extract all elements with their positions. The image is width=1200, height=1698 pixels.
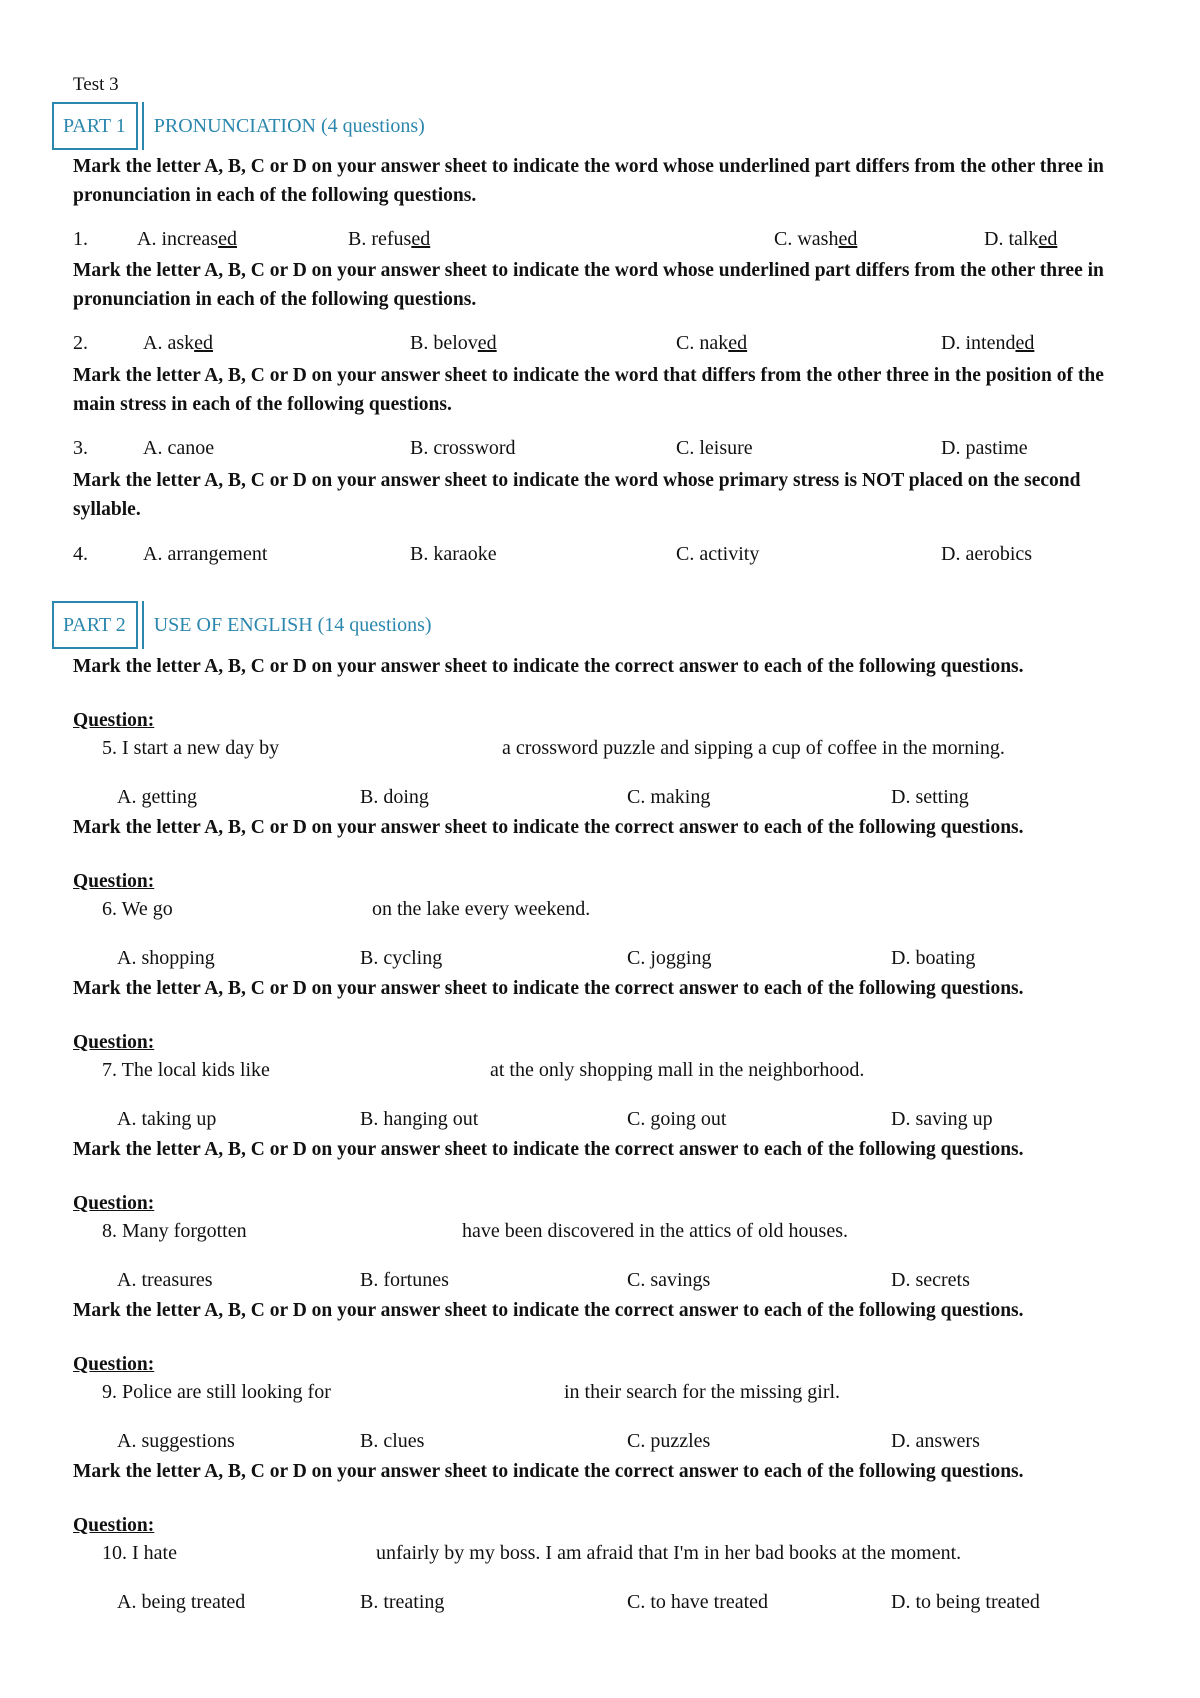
q1-number: 1. bbox=[73, 228, 88, 250]
q4-option-c: C. activity bbox=[676, 543, 760, 565]
q9-option-c: C. puzzles bbox=[627, 1430, 711, 1452]
q3-option-b: B. crossword bbox=[410, 437, 516, 459]
part2-header bbox=[52, 600, 432, 650]
q1-option-b: B. refused bbox=[348, 228, 431, 250]
q10-instruction: Mark the letter A, B, C or D on your answer sheet to indicate the correct answer to each of the following questions. bbox=[73, 1461, 1024, 1482]
q7-option-a: A. taking up bbox=[117, 1108, 217, 1130]
q10-options bbox=[73, 1591, 1153, 1621]
q1-instruction: Mark the letter A, B, C or D on your answer sheet to indicate the word whose underlined part differs from the other three in pronunciation in each of the following questions. bbox=[73, 156, 1104, 206]
q4-option-d: D. aerobics bbox=[941, 543, 1033, 565]
q6-instruction: Mark the letter A, B, C or D on your answer sheet to indicate the correct answer to each of the following questions. bbox=[73, 817, 1024, 838]
q9-question-label: Question: bbox=[73, 1354, 155, 1375]
q4-options bbox=[73, 543, 1153, 573]
q1-option-a: A. increased bbox=[137, 228, 237, 250]
q5-options bbox=[73, 786, 1153, 816]
test-title: Test 3 bbox=[73, 74, 119, 95]
q2-options bbox=[73, 332, 1153, 362]
q7-instruction: Mark the letter A, B, C or D on your answer sheet to indicate the correct answer to each of the following questions. bbox=[73, 978, 1024, 999]
q2-instruction: Mark the letter A, B, C or D on your answer sheet to indicate the word whose underlined part differs from the other three in pronunciation in each of the following questions. bbox=[73, 260, 1104, 310]
q10-question-label: Question: bbox=[73, 1515, 155, 1536]
q3-instruction: Mark the letter A, B, C or D on your answer sheet to indicate the word that differs from the other three in the position of the main stress in each of the following questions. bbox=[73, 365, 1104, 415]
q2-option-b: B. beloved bbox=[410, 332, 497, 354]
q5-question-label: Question: bbox=[73, 710, 155, 731]
q4-option-a: A. arrangement bbox=[143, 543, 268, 565]
q6-option-c: C. jogging bbox=[627, 947, 712, 969]
part1-divider bbox=[142, 102, 144, 150]
q2-option-c: C. naked bbox=[676, 332, 748, 354]
q10-option-a: A. being treated bbox=[117, 1591, 246, 1613]
q10-option-c: C. to have treated bbox=[627, 1591, 769, 1613]
q3-option-a: A. canoe bbox=[143, 437, 215, 459]
q7-options bbox=[73, 1108, 1153, 1138]
q5-option-c: C. making bbox=[627, 786, 711, 808]
part1-label: PART 1 bbox=[52, 102, 138, 150]
q10-option-d: D. to being treated bbox=[891, 1591, 1040, 1613]
q6-option-d: D. boating bbox=[891, 947, 976, 969]
q8-option-b: B. fortunes bbox=[360, 1269, 449, 1291]
q6-question-label: Question: bbox=[73, 871, 155, 892]
q2-number: 2. bbox=[73, 332, 88, 354]
q4-number: 4. bbox=[73, 543, 88, 565]
q5-option-b: B. doing bbox=[360, 786, 429, 808]
q3-option-c: C. leisure bbox=[676, 437, 753, 459]
part2-label: PART 2 bbox=[52, 601, 138, 649]
q5-option-a: A. getting bbox=[117, 786, 197, 808]
q2-option-a: A. asked bbox=[143, 332, 214, 354]
q6-option-b: B. cycling bbox=[360, 947, 443, 969]
q9-option-a: A. suggestions bbox=[117, 1430, 235, 1452]
q8-option-a: A. treasures bbox=[117, 1269, 213, 1291]
q4-option-b: B. karaoke bbox=[410, 543, 497, 565]
q1-option-d: D. talked bbox=[984, 228, 1058, 250]
q6-option-a: A. shopping bbox=[117, 947, 215, 969]
q5-instruction: Mark the letter A, B, C or D on your answer sheet to indicate the correct answer to each of the following questions. bbox=[73, 656, 1024, 677]
q3-options bbox=[73, 437, 1153, 467]
q8-instruction: Mark the letter A, B, C or D on your answer sheet to indicate the correct answer to each of the following questions. bbox=[73, 1139, 1024, 1160]
q9-instruction: Mark the letter A, B, C or D on your answer sheet to indicate the correct answer to each of the following questions. bbox=[73, 1300, 1024, 1321]
q5-option-d: D. setting bbox=[891, 786, 969, 808]
q4-instruction: Mark the letter A, B, C or D on your answer sheet to indicate the word whose primary stress is NOT placed on the second syllable. bbox=[73, 470, 1081, 520]
part1-header bbox=[52, 101, 425, 151]
part2-divider bbox=[142, 601, 144, 649]
q1-options bbox=[73, 228, 1153, 258]
q9-option-d: D. answers bbox=[891, 1430, 980, 1452]
q8-options bbox=[73, 1269, 1153, 1299]
q6-options bbox=[73, 947, 1153, 977]
q8-question-label: Question: bbox=[73, 1193, 155, 1214]
document-page: Test 3 PART 1 PRONUNCIATION (4 questions) Mark the letter A, B, C or D on your answer sheet to indicate the word whose underlined part differs from the other three in pronunciation in each of the following questions. 1. A. increased B. refused C. washed D. talked Mark the letter A, B, C or D on your answer sheet to indicate the word whose underlined part differs from the other three in pronunciation in each of the following questions. 2. A. asked B. beloved C. naked D. intended Mark the letter A, B, C or D on your answer sheet to indicate the word that differs from the other three in the position of the main stress in each of the following questions. 3. A. canoe B. crossword C. leisure D. pastime Mark the letter A, B, C or D on your answer sheet to indicate the word whose primary stress is NOT placed on the second syllable. 4. A. arrangement B. karaoke C. activity D. aerobics PART 2 USE OF ENGLISH (14 questions) Mark the letter A, B, C or D on your answer sheet to indicate the correct answer to each of the following questions. Question: 5. I start a new day by a crossword puzzle and sipping a cup of coffee in the morning. A. getting B. doing C. making D. setting Mark the letter A, B, C or D on your answer sheet to indicate the correct answer to each of the following questions. Question: 6. We go on the lake every weekend. A. shopping B. cycling C. jogging D. boating Mark the letter A, B, C or D on your answer sheet to indicate the correct answer to each of the following questions. Question: 7. The local kids like at the only shopping mall in the neighborhood. A. taking up B. hanging out C. going out D. saving up Mark the letter A, B, C or D on your answer sheet to indicate the correct answer to each of the following questions. Question: 8. Many forgotten have been discovered in the attics of old houses. A. treasures B. fortunes C. savings D. secrets Mark the letter A, B, C or D on your answer sheet to indicate the correct answer to each of the following questions. Question: 9. Police are still looking for in their search for the missing girl. A. suggestions B. clues C. puzzles D. answers Mark the letter A, B, C or D on your answer sheet to indicate the correct answer to each of the following questions. Question: 10. I hate unfairly by my boss. I am afraid that I'm in her bad books at the moment. A. being treated B. treating C. to have treated D. to being treated bbox=[0, 0, 1200, 1698]
q7-option-c: C. going out bbox=[627, 1108, 727, 1130]
q7-option-b: B. hanging out bbox=[360, 1108, 479, 1130]
q7-option-d: D. saving up bbox=[891, 1108, 993, 1130]
q1-option-c: C. washed bbox=[774, 228, 858, 250]
q2-option-d: D. intended bbox=[941, 332, 1035, 354]
q10-option-b: B. treating bbox=[360, 1591, 445, 1613]
part1-title: PRONUNCIATION (4 questions) bbox=[153, 114, 425, 137]
q7-question-label: Question: bbox=[73, 1032, 155, 1053]
q9-options bbox=[73, 1430, 1153, 1460]
q8-option-d: D. secrets bbox=[891, 1269, 970, 1291]
q8-option-c: C. savings bbox=[627, 1269, 711, 1291]
q9-option-b: B. clues bbox=[360, 1430, 425, 1452]
part2-title: USE OF ENGLISH (14 questions) bbox=[153, 613, 432, 636]
q3-option-d: D. pastime bbox=[941, 437, 1028, 459]
q3-number: 3. bbox=[73, 437, 88, 459]
